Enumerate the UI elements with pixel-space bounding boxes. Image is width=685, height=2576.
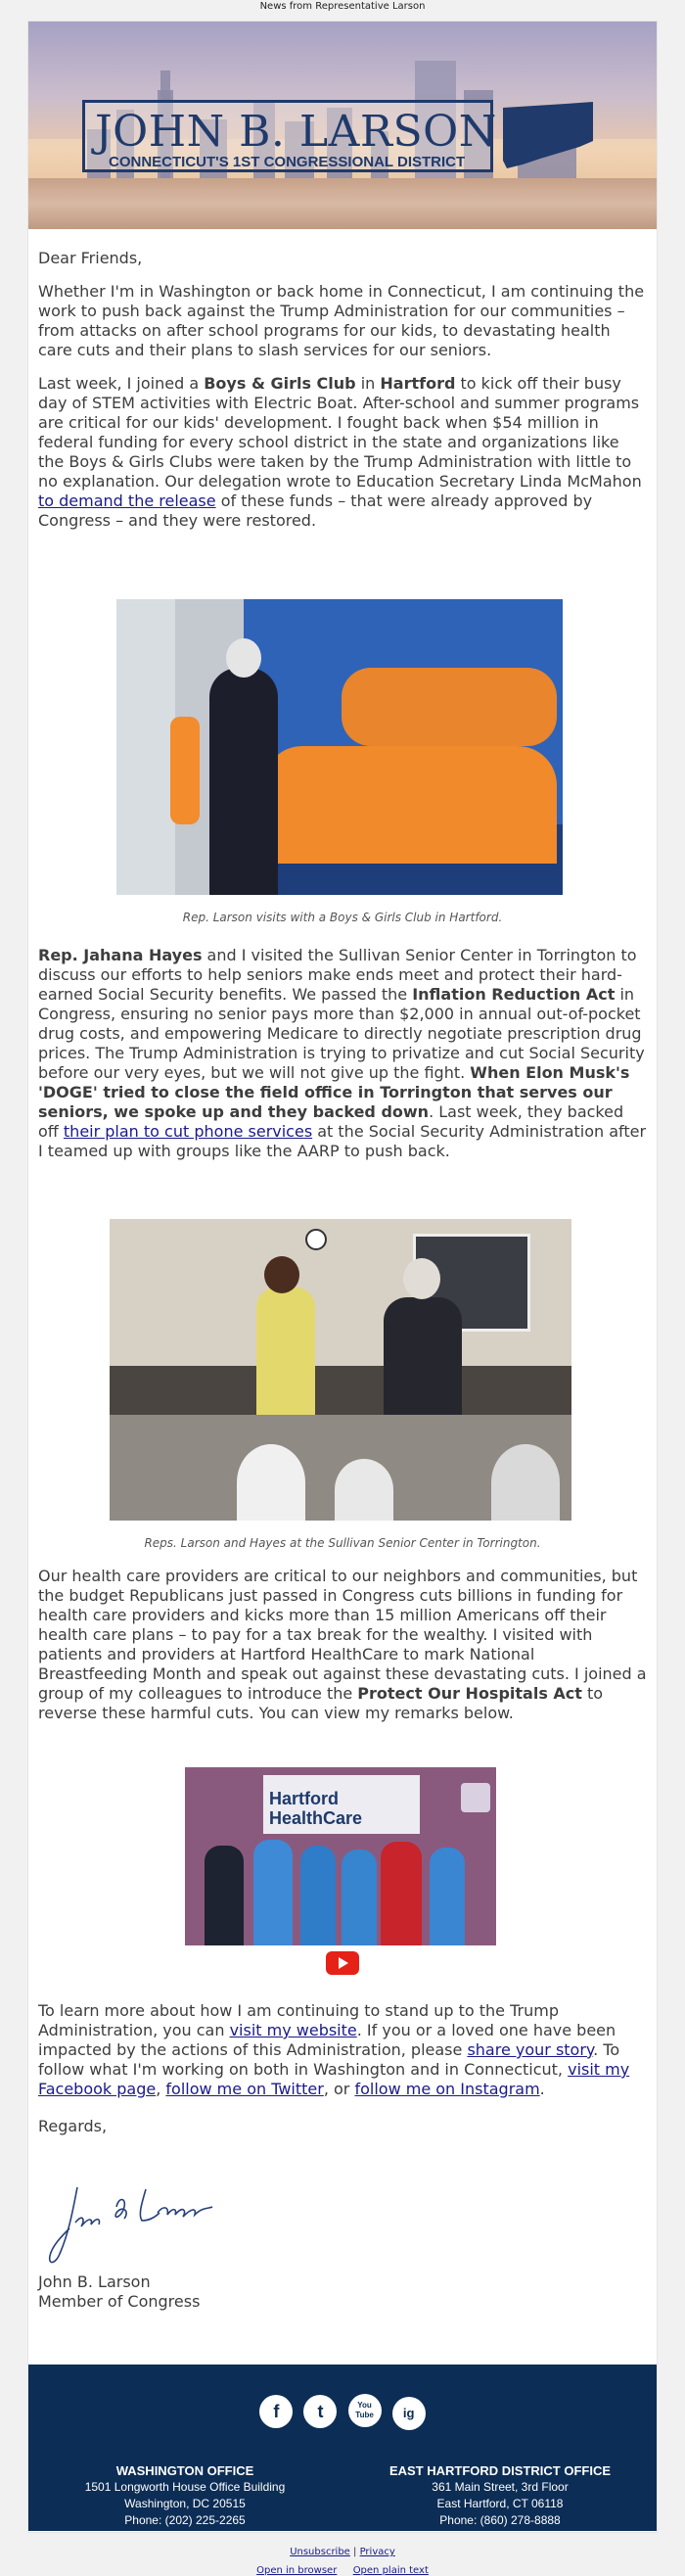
banner-name: JOHN B. LARSON: [95, 107, 497, 157]
header-banner: [28, 22, 657, 229]
signature-name: John B. Larson: [38, 2272, 151, 2291]
footer-links: [0, 2547, 685, 2557]
letter-body-closing: [28, 2001, 657, 2150]
instagram-link[interactable]: follow me on Instagram: [354, 2080, 540, 2098]
signature-title: Member of Congress: [38, 2292, 201, 2311]
demand-release-link[interactable]: to demand the release: [38, 492, 216, 510]
senior-center-paragraph: Rep. Jahana Hayes and I visited the Sullivan Senior Center in Torrington to discuss our efforts to help seniors make ends meet and protect their hard-earned Social Security benefits. We passed the Inflation Reduction Act in Congress, ensuring no senior pays more than $2,000 in annual out-of-pocket drug costs, and empowering Medicare to directly negotiate prescription drug prices. The Trump Administration is trying to privatize and cut Social Security before our very eyes, but we will not give up the fight. When Elon Musk's 'DOGE' tried to close the field office in Torrington that serves our seniors, we spoke up and they backed down. Last week, they backed off their plan to cut phone services at the Social Security Administration after I teamed up with groups like the AARP to push back.: [38, 946, 647, 1160]
website-link[interactable]: visit my website: [229, 2021, 357, 2039]
banner-logo: [82, 100, 497, 172]
banner-subtitle: CONNECTICUT'S 1ST CONGRESSIONAL DISTRICT: [109, 154, 466, 170]
office-address-line2: Washington, DC 20515: [124, 2497, 246, 2510]
office-title: EAST HARTFORD DISTRICT OFFICE: [388, 2463, 612, 2478]
facebook-icon[interactable]: f: [259, 2395, 293, 2428]
youtube-play-icon[interactable]: [326, 1951, 359, 1975]
letter-body-healthcare: [28, 1567, 657, 1737]
unsubscribe-link[interactable]: Unsubscribe: [290, 2547, 350, 2557]
washington-office: [28, 2462, 342, 2529]
twitter-link[interactable]: follow me on Twitter: [165, 2080, 324, 2098]
regards: Regards,: [38, 2117, 108, 2135]
link-separator: |: [349, 2547, 360, 2557]
email-container: [27, 21, 658, 2533]
open-plain-text-link[interactable]: Open plain text: [352, 2565, 429, 2576]
boys-girls-club-paragraph: Last week, I joined a Boys & Girls Club in Hartford to kick off their busy day of STEM activities with Electric Boat. After-school and summer programs are critical for our kids' development. I fought back when $54 million in federal funding for every school district in the state and organizations like the Boys & Girls Clubs were taken by the Trump Administration with little to no explanation. Our delegation wrote to Education Secretary Linda McMahon to demand the release of these funds – that were already approved by Congress – and they were restored.: [38, 374, 642, 530]
share-story-link[interactable]: share your story: [467, 2040, 594, 2059]
office-title: WASHINGTON OFFICE: [115, 2463, 254, 2478]
photo-senior-center: [110, 1219, 571, 1521]
photo-boys-girls-club: [116, 599, 563, 895]
letter-body-top: [28, 249, 657, 544]
office-phone: Phone: (202) 225-2265: [124, 2513, 246, 2527]
caption-boys-girls-club: Rep. Larson visits with a Boys & Girls Club in Hartford.: [182, 911, 503, 924]
instagram-icon[interactable]: ig: [392, 2397, 426, 2430]
footer: [28, 2365, 657, 2531]
video-sign-text: Hartford HealthCare: [269, 1789, 363, 1828]
office-address-line1: 361 Main Street, 3rd Floor: [432, 2480, 569, 2494]
youtube-icon[interactable]: You Tube: [348, 2394, 382, 2427]
open-browser-link[interactable]: Open in browser: [256, 2565, 338, 2576]
privacy-link[interactable]: Privacy: [359, 2547, 395, 2557]
office-address-line2: East Hartford, CT 06118: [436, 2497, 564, 2510]
facebook-link[interactable]: visit my Facebook page: [38, 2060, 630, 2098]
connecticut-map-icon: [501, 102, 595, 168]
stay-connected-paragraph: To learn more about how I am continuing to stand up to the Trump Administration, you can visit my website. If you or a loved one have been impacted by the actions of this Administration, please share your story. To follow what I'm working on both in Washington and in Connecticut, visit my Facebook page, follow me on Twitter, or follow me on Instagram.: [38, 2001, 630, 2098]
video-thumbnail[interactable]: [185, 1767, 496, 1945]
district-office: [343, 2462, 657, 2529]
preheader: News from Representative Larson: [259, 1, 426, 12]
letter-body-seniors: [28, 946, 657, 1175]
phone-services-link[interactable]: their plan to cut phone services: [63, 1122, 313, 1141]
healthcare-paragraph: Our health care providers are critical to our neighbors and communities, but the budget Republicans just passed in Congress cuts billions in funding for health care providers and kicks more than 15 million Americans off their health care plans – to pay for a tax break for the wealthy. I visited with patients and providers at Hartford HealthCare to mark National Breastfeeding Month and speak out against these devastating cuts. I joined a group of my colleagues to introduce the Protect Our Hospitals Act to reverse these harmful cuts. You can view my remarks below.: [38, 1567, 647, 1722]
twitter-icon[interactable]: t: [303, 2395, 337, 2428]
greeting: Dear Friends,: [38, 249, 143, 267]
signature-block: [28, 2272, 657, 2312]
office-phone: Phone: (860) 278-8888: [439, 2513, 561, 2527]
office-address-line1: 1501 Longworth House Office Building: [84, 2480, 286, 2494]
signature-image: [40, 2178, 246, 2268]
view-links: [0, 2565, 685, 2576]
caption-senior-center: Reps. Larson and Hayes at the Sullivan Senior Center in Torrington.: [144, 1536, 541, 1550]
intro-paragraph: Whether I'm in Washington or back home in Connecticut, I am continuing the work to push back against the Trump Administration for our communities – from attacks on after school programs for our kids, to devastating health care cuts and their plans to slash services for our seniors.: [38, 282, 645, 359]
social-icons: [28, 2394, 657, 2429]
